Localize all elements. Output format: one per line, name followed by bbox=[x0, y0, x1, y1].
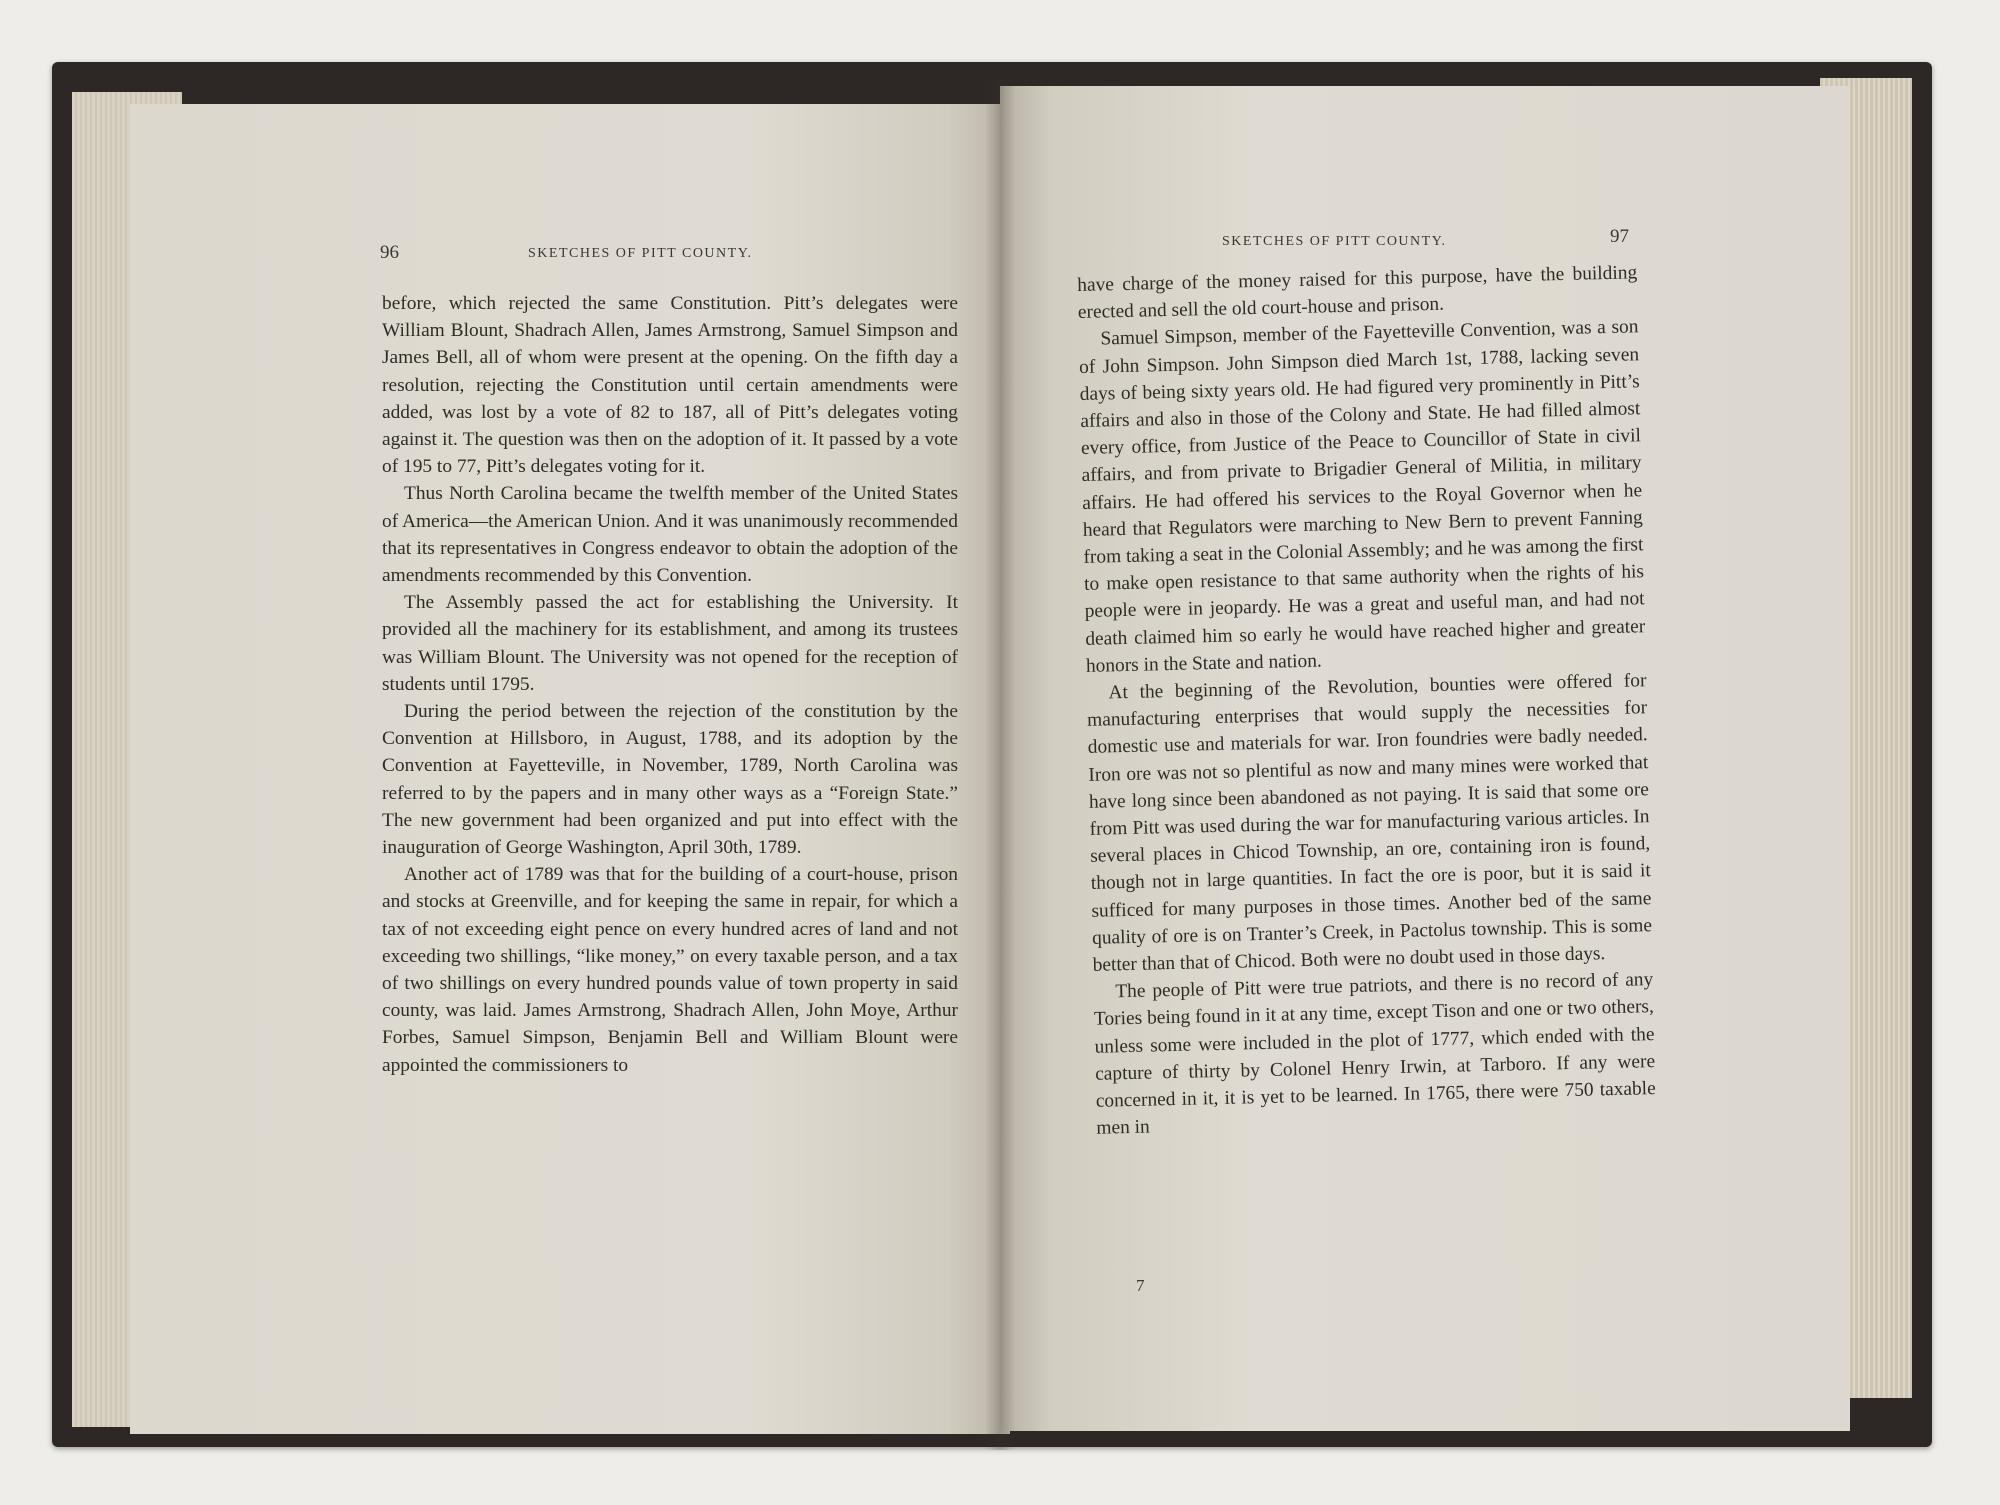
left-running-head: SKETCHES OF PITT COUNTY. bbox=[528, 246, 753, 261]
paragraph: During the period between the rejection of the constitution by the Convention at Hillsboro, in August, 1788, and its adoption by the Convention at Fayetteville, in November, 1789, North Carolina was referred to by the papers and in many other ways as a “Foreign State.” The new government had been organized and put into effect with the inauguration of George Washington, April 30th, 1789. bbox=[382, 701, 958, 859]
right-page-text bbox=[1077, 259, 1657, 1142]
paragraph: The Assembly passed the act for establishing the University. It provided all the machinery for its establishment, and among its trustees was William Blount. The University was not opened for the reception of students until 1795. bbox=[382, 592, 958, 695]
left-page-number: 96 bbox=[380, 242, 399, 263]
left-page-text bbox=[382, 290, 958, 1079]
paragraph: Thus North Carolina became the twelfth member of the United States of America—the American Union. And it was unanimously recommended that its representatives in Congress endeavor to obtain the adoption of the amendments recommended by this Convention. bbox=[382, 483, 958, 587]
gutter-shadow bbox=[985, 80, 1015, 1450]
right-page bbox=[1000, 86, 1850, 1431]
paragraph: before, which rejected the same Constitution. Pitt’s delegates were William Blount, Shadrach Allen, James Armstrong, Samuel Simpson and James Bell, all of whom were present at the opening. On the fifth day a resolution, rejecting the Constitution until certain amendments were added, was lost by a vote of 82 to 187, all of Pitt’s delegates voting against it. The question was then on the adoption of it. It passed by a vote of 195 to 77, Pitt’s delegates voting for it. bbox=[382, 293, 958, 478]
left-page bbox=[130, 104, 1010, 1434]
paragraph: Samuel Simpson, member of the Fayetteville Convention, was a son of John Simpson. John Simpson died March 1st, 1788, lacking seven days of being sixty years old. He had figured very prominently in Pitt’s affairs and also in those of the Colony and State. He had filled almost every office, from Justice of the Peace to Councillor of State in civil affairs, and from private to Brigadier General of Militia, in military affairs. He had offered his services to the Royal Governor when he heard that Regulators were marching to New Bern to prevent Fanning from taking a seat in the Colonial Assembly; and he was among the first to make open resistance to that same authority when the rights of his people were in jeopardy. He was a great and useful man, and had not death claimed him so early he would have reached higher and greater honors in the State and nation. bbox=[1078, 316, 1646, 677]
right-running-head: SKETCHES OF PITT COUNTY. bbox=[1222, 234, 1447, 249]
paragraph: At the beginning of the Revolution, bounties were offered for manufacturing enterprises that would supply the necessities for domestic use and materials for war. Iron foundries were badly needed. Iron ore was not so plentiful as now and many mines were worked that have long since been abandoned as not paying. It is said that some ore from Pitt was used during the war for manufacturing various articles. In several places in Chicod Township, an ore, containing iron is found, though not in large quantities. In fact the ore is poor, but it is said it sufficed for many purposes in those times. Another bed of the same quality of ore is on Tranter’s Creek, in Pactolus township. This is some better than that of Chicod. Both were no doubt used in those days. bbox=[1086, 670, 1653, 976]
paragraph: have charge of the money raised for this purpose, have the building erected and sell the old court-house and prison. bbox=[1077, 262, 1638, 324]
signature-mark: 7 bbox=[1136, 1276, 1145, 1295]
right-page-number: 97 bbox=[1610, 226, 1629, 247]
paragraph: Another act of 1789 was that for the building of a court-house, prison and stocks at Greenville, and for keeping the same in repair, for which a tax of not exceeding eight pence on every hundred acres of land and not exceeding two shillings, “like money,” on every taxable person, and a tax of two shillings on every hundred pounds value of town property in said county, was laid. James Armstrong, Shadrach Allen, John Moye, Arthur Forbes, Samuel Simpson, Benjamin Bell and William Blount were appointed the commissioners to bbox=[382, 864, 958, 1076]
paragraph: The people of Pitt were true patriots, and there is no record of any Tories being found in it at any time, except Tison and one or two others, unless some were included in the plot of 1777, which ended with the capture of thirty by Colonel Henry Irwin, at Tarboro. If any were concerned in it, it is yet to be learned. In 1765, there were 750 taxable men in bbox=[1093, 969, 1656, 1140]
